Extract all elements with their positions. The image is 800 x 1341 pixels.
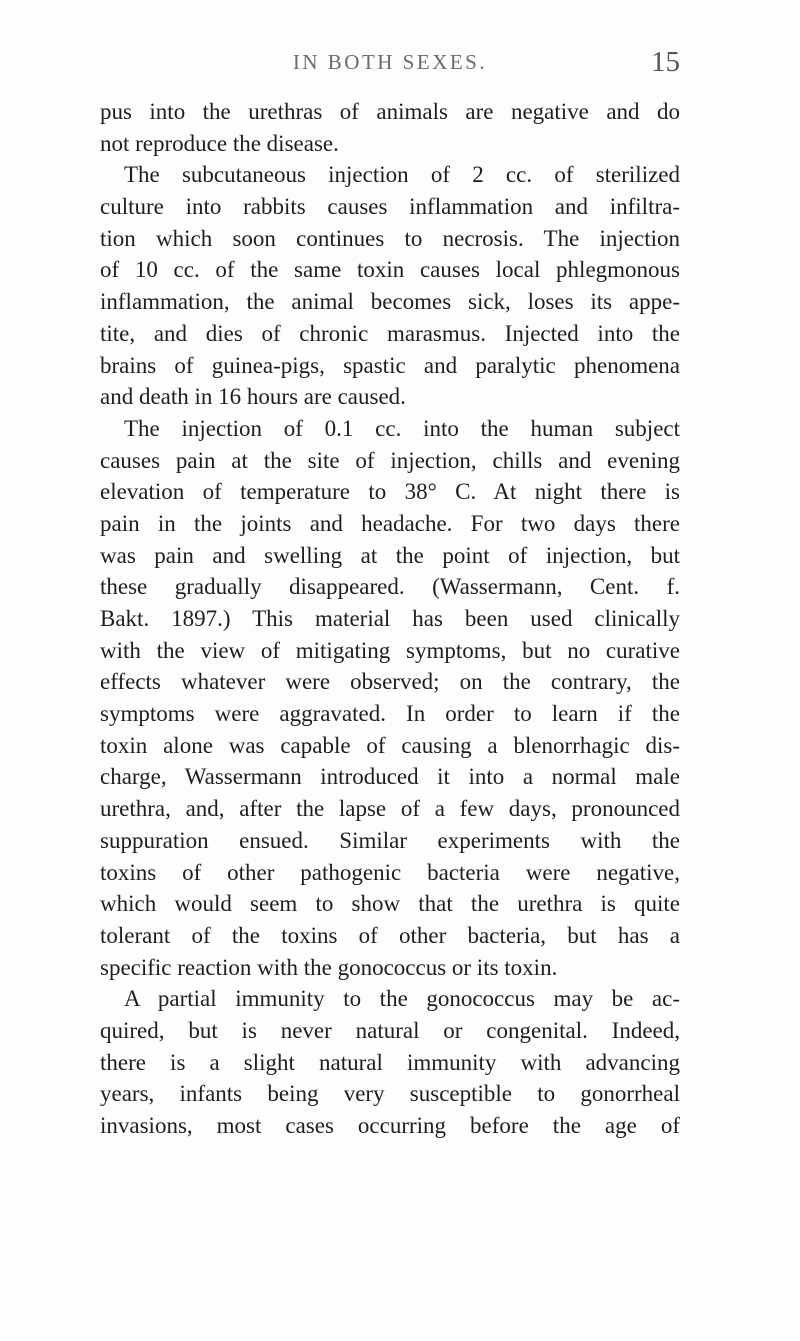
text-line: years, infants being very susceptible to gonorrheal: [100, 1081, 680, 1107]
text-line: quired, but is never natural or congenital. Indeed,: [100, 1017, 680, 1043]
text-line: pain in the joints and headache. For two days there: [100, 510, 680, 536]
text-line: A partial immunity to the gonococcus may be ac-: [124, 986, 680, 1012]
text-line: inflammation, the animal becomes sick, loses its appe-: [100, 289, 680, 315]
text-line: culture into rabbits causes inflammation and infiltra-: [100, 194, 680, 220]
page-number: 15: [651, 46, 680, 78]
paragraph-2: [100, 159, 680, 413]
text-line: suppuration ensued. Similar experiments with the: [100, 827, 680, 853]
text-line: with the view of mitigating symptoms, but no curative: [100, 637, 680, 663]
text-line: of 10 cc. of the same toxin causes local phlegmonous: [100, 257, 680, 283]
running-head: [100, 46, 680, 86]
text-line: The injection of 0.1 cc. into the human subject: [124, 415, 680, 441]
text-line: which would seem to show that the urethra is quite: [100, 891, 680, 917]
paragraph-4: [100, 983, 680, 1141]
text-line: there is a slight natural immunity with advancing: [100, 1049, 680, 1075]
text-line: symptoms were aggravated. In order to learn if the: [100, 701, 680, 727]
text-line: brains of guinea-pigs, spastic and paralytic phenomena: [100, 352, 680, 378]
text-line: causes pain at the site of injection, chills and evening: [100, 447, 680, 473]
text-line: charge, Wassermann introduced it into a normal male: [100, 764, 680, 790]
text-line: these gradually disappeared. (Wassermann, Cent. f.: [100, 574, 680, 600]
text-line: not reproduce the disease.: [100, 130, 339, 156]
text-line: tite, and dies of chronic marasmus. Injected into the: [100, 320, 680, 346]
text-line: and death in 16 hours are caused.: [100, 384, 406, 410]
text-line: specific reaction with the gonococcus or its toxin.: [100, 954, 558, 980]
paragraph-1: [100, 96, 680, 159]
text-line: effects whatever were observed; on the contrary, the: [100, 669, 680, 695]
text-line: invasions, most cases occurring before the age of: [100, 1113, 680, 1138]
paragraph-3: [100, 413, 680, 983]
body-text: [100, 96, 680, 1142]
running-title: IN BOTH SEXES.: [292, 50, 488, 74]
text-line: pus into the urethras of animals are negative and do: [100, 99, 680, 124]
text-line: Bakt. 1897.) This material has been used clinically: [100, 606, 680, 631]
text-line: tion which soon continues to necrosis. The injection: [100, 225, 680, 251]
text-line: elevation of temperature to 38° C. At night there is: [100, 479, 680, 505]
text-line: toxin alone was capable of causing a blenorrhagic dis-: [100, 732, 680, 758]
text-line: tolerant of the toxins of other bacteria, but has a: [100, 922, 680, 948]
text-line: toxins of other pathogenic bacteria were negative,: [100, 859, 680, 885]
text-line: urethra, and, after the lapse of a few days, pronounced: [100, 796, 680, 822]
text-line: The subcutaneous injection of 2 cc. of sterilized: [124, 162, 680, 188]
text-line: was pain and swelling at the point of injection, but: [100, 542, 680, 568]
